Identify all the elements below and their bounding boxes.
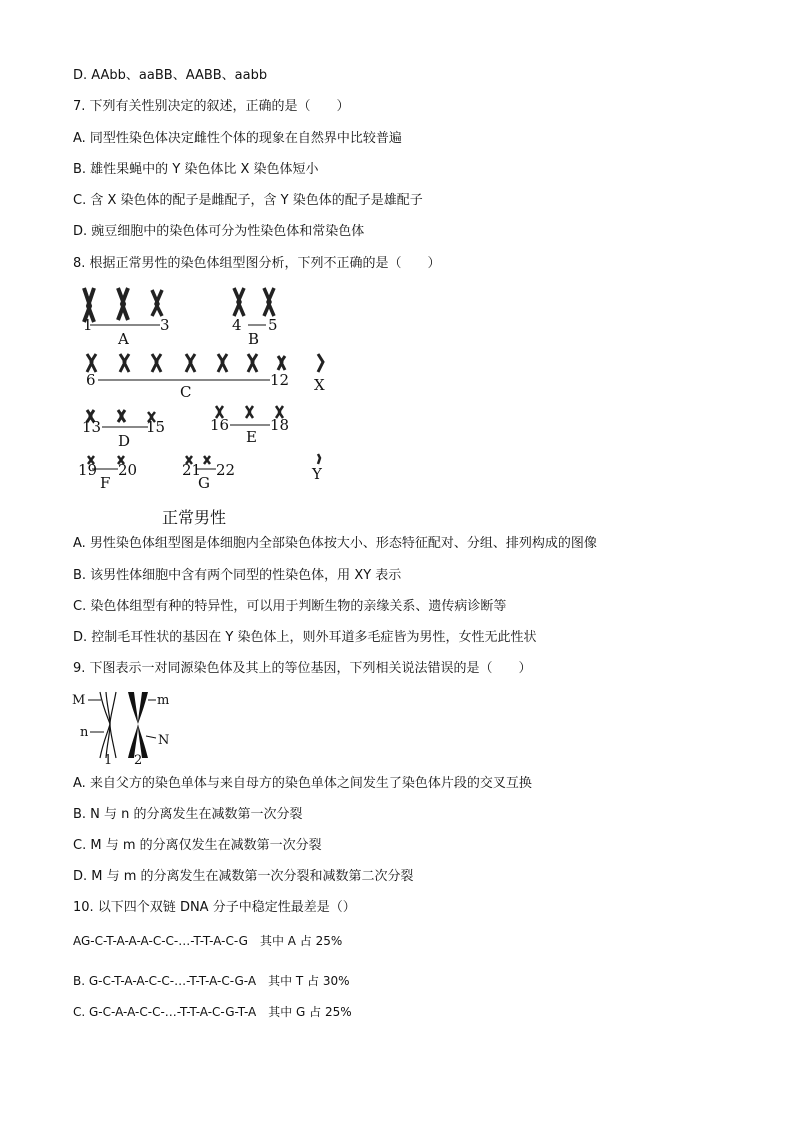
group-c-label: C: [180, 383, 192, 401]
label-3: 3: [160, 316, 170, 334]
label-x: X: [314, 376, 325, 394]
q7-stem: 7. 下列有关性别决定的叙述，正确的是（ ）: [73, 99, 350, 114]
homolog-figure: [70, 688, 180, 766]
label-1: 1: [83, 316, 93, 334]
karyotype-caption: 正常男性: [162, 508, 227, 527]
gene-N: N: [158, 733, 170, 748]
q9-option-a: A. 来自父方的染色单体与来自母方的染色单体之间发生了染色体片段的交叉互换: [73, 776, 532, 791]
chromosome-2-label: 2: [134, 753, 143, 766]
q9-option-b: B. N 与 n 的分离发生在减数第一次分裂: [73, 807, 303, 822]
q8-stem: 8. 根据正常男性的染色体组型图分析，下列不正确的是（ ）: [73, 256, 441, 271]
label-20: 20: [118, 461, 138, 479]
gene-pointers: [88, 700, 156, 738]
q8-option-d: D. 控制毛耳性状的基因在 Y 染色体上，则外耳道多毛症皆为男性，女性无此性状: [73, 630, 537, 645]
q7-option-b: B. 雄性果蝇中的 Y 染色体比 X 染色体短小: [73, 162, 319, 177]
label-12: 12: [270, 371, 290, 389]
q8-option-a: A. 男性染色体组型图是体细胞内全部染色体按大小、形态特征配对、分组、排列构成的图像: [73, 536, 597, 551]
label-4: 4: [232, 316, 242, 334]
label-21: 21: [182, 461, 202, 479]
chromosome-1-label: 1: [104, 753, 113, 766]
label-19: 19: [78, 461, 98, 479]
label-18: 18: [270, 416, 290, 434]
label-6: 6: [86, 371, 96, 389]
label-13: 13: [82, 418, 102, 436]
chromosome-1: [100, 692, 116, 758]
q9-stem: 9. 下图表示一对同源染色体及其上的等位基因，下列相关说法错误的是（ ）: [73, 661, 532, 676]
gene-n: n: [80, 725, 89, 740]
label-5: 5: [268, 316, 278, 334]
q7-option-a: A. 同型性染色体决定雌性个体的现象在自然界中比较普遍: [73, 131, 402, 146]
label-15: 15: [146, 418, 166, 436]
q10-option-b: B. G-C-T-A-A-C-C-…-T-T-A-C-G-A 其中 T 占 30%: [73, 974, 350, 988]
karyotype-figure: [78, 282, 348, 532]
q7-option-c: C. 含 X 染色体的配子是雌配子，含 Y 染色体的配子是雄配子: [73, 193, 423, 208]
q8-option-c: C. 染色体组型有种的特异性，可以用于判断生物的亲缘关系、遗传病诊断等: [73, 599, 507, 614]
label-22: 22: [216, 461, 236, 479]
gene-M: M: [72, 693, 86, 708]
q8-option-b: B. 该男性体细胞中含有两个同型的性染色体，用 XY 表示: [73, 568, 402, 583]
group-g-label: G: [198, 474, 210, 492]
group-b-label: B: [248, 330, 260, 348]
group-e-label: E: [246, 428, 257, 446]
group-f-label: F: [100, 474, 111, 492]
label-y: Y: [312, 465, 322, 483]
q7-option-d: D. 豌豆细胞中的染色体可分为性染色体和常染色体: [73, 224, 365, 239]
q9-option-c: C. M 与 m 的分离仅发生在减数第一次分裂: [73, 838, 322, 853]
group-a-label: A: [118, 330, 129, 348]
group-d-label: D: [118, 432, 131, 450]
q10-option-a: AG-C-T-A-A-A-C-C-…-T-T-A-C-G 其中 A 占 25%: [73, 934, 343, 948]
chromosome-2: [128, 692, 148, 758]
label-16: 16: [210, 416, 230, 434]
q6-option-d: D. AAbb、aaBB、AABB、aabb: [73, 68, 268, 83]
gene-m: m: [157, 693, 170, 708]
q9-option-d: D. M 与 m 的分离发生在减数第一次分裂和减数第二次分裂: [73, 869, 414, 884]
q10-stem: 10. 以下四个双链 DNA 分子中稳定性最差是（）: [73, 900, 356, 915]
q10-option-c: C. G-C-A-A-C-C-…-T-T-A-C-G-T-A 其中 G 占 25%: [73, 1005, 352, 1019]
